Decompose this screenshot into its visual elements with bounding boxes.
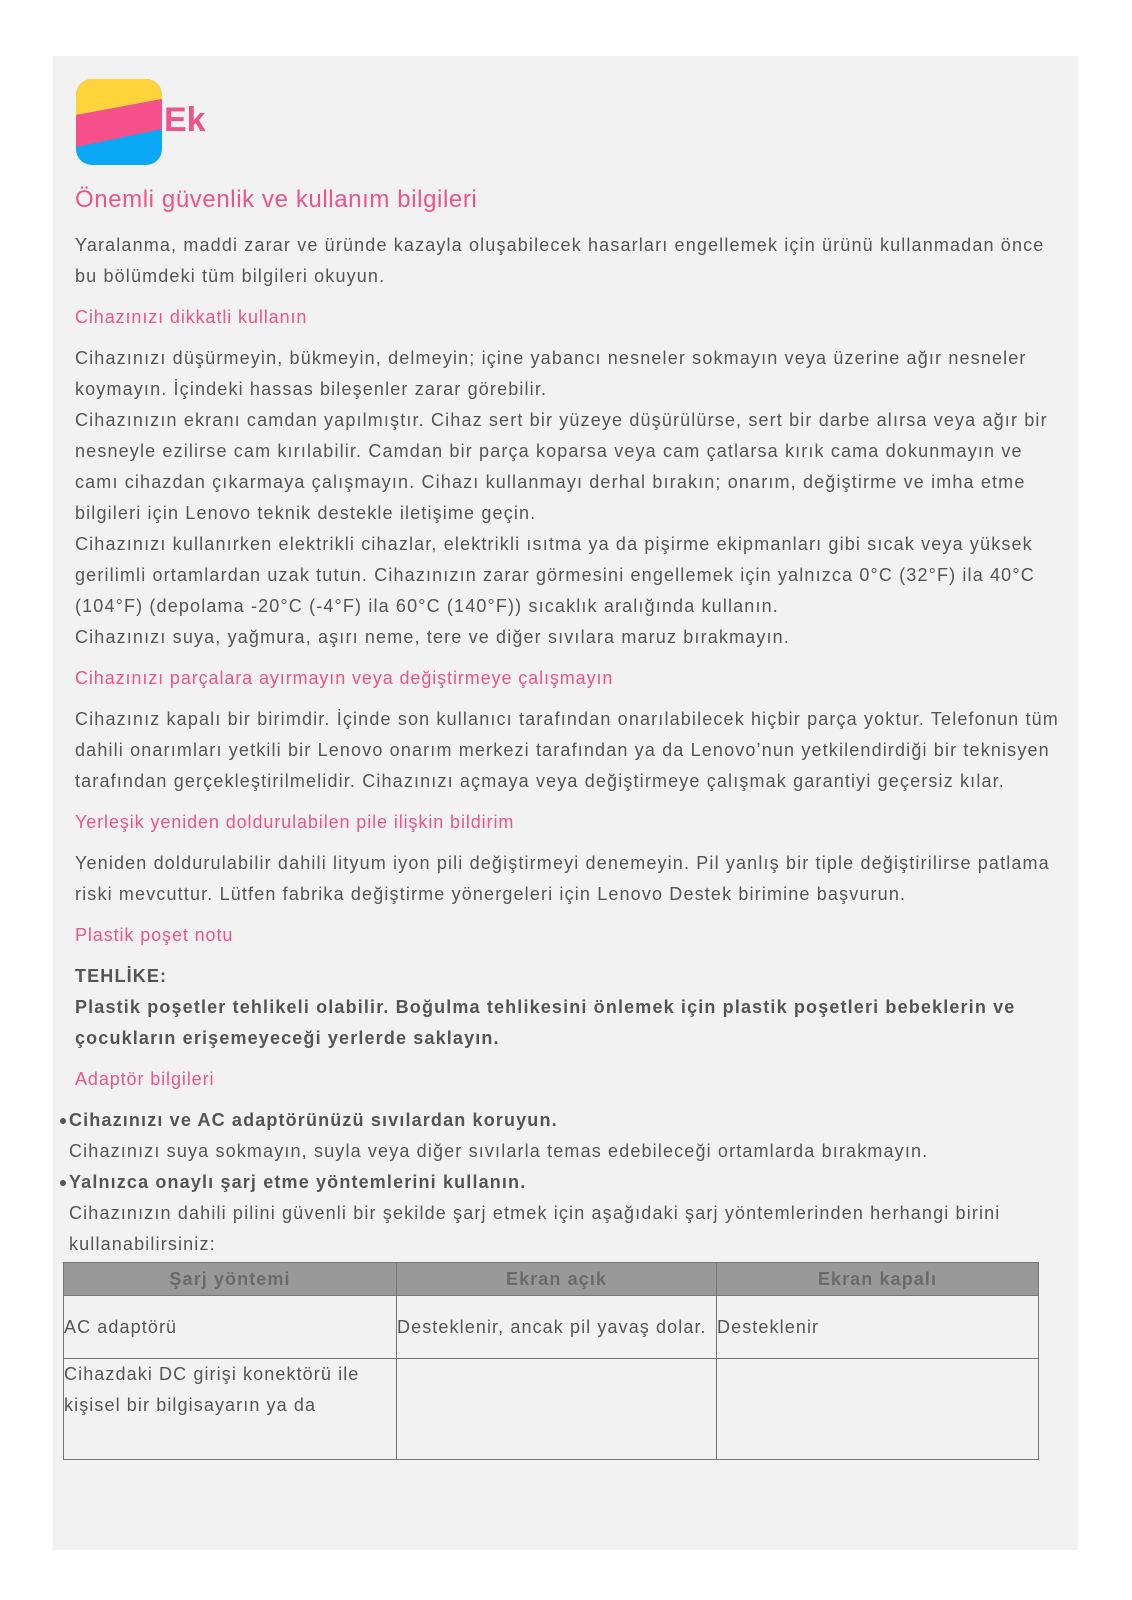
- subheading-plastic: Plastik poşet notu: [75, 925, 234, 945]
- careful-paragraph-2: Cihazınızın ekranı camdan yapılmıştır. Cihaz sert bir yüzeye düşürülürse, sert bir darbe alırsa veya ağır bir nesneyle ezilirse cam kırılabilir. Camdan bir parça koparsa veya cam çatlarsa kırık cama dokunmayın ve camı cihazdan çıkarmaya çalışmayın. Cihazı kullanmayı derhal bırakın; onarım, değiştirme ve imha etme bilgileri için Lenovo teknik destekle iletişime geçin.: [75, 410, 1048, 523]
- document-body: [64, 230, 1065, 1460]
- table-row: [64, 1359, 1039, 1460]
- danger-label: TEHLİKE:: [75, 966, 168, 986]
- chapter-title: Ek: [164, 101, 206, 139]
- table-cell: Desteklenir, ancak pil yavaş dolar.: [397, 1296, 717, 1359]
- table-cell: [397, 1359, 717, 1460]
- adapter-item-heading: Cihazınızı ve AC adaptörünüzü sıvılardan koruyun.: [69, 1110, 558, 1130]
- careful-paragraph-1: Cihazınızı düşürmeyin, bükmeyin, delmeyin; içine yabancı nesneler sokmayın veya üzerine ağır nesneler koymayın. İçindeki hassas bileşenler zarar görebilir.: [75, 348, 1027, 399]
- charging-table: [63, 1262, 1039, 1460]
- table-cell: Desteklenir: [717, 1296, 1039, 1359]
- subheading-adapter: Adaptör bilgileri: [75, 1069, 215, 1089]
- adapter-list: [64, 1105, 1065, 1460]
- bullet-icon: [60, 1180, 66, 1186]
- careful-paragraph-4: Cihazınızı suya, yağmura, aşırı neme, tere ve diğer sıvılara maruz bırakmayın.: [75, 627, 790, 647]
- adapter-item-text: Cihazınızı suya sokmayın, suyla veya diğer sıvılarla temas edebileceği ortamlarda bırakmayın.: [69, 1141, 929, 1161]
- adapter-item-heading: Yalnızca onaylı şarj etme yöntemlerini kullanın.: [69, 1172, 527, 1192]
- subheading-battery: Yerleşik yeniden doldurulabilen pile ilişkin bildirim: [75, 812, 515, 832]
- table-cell: AC adaptörü: [64, 1296, 397, 1359]
- page-panel: [53, 56, 1078, 1550]
- table-cell: [717, 1359, 1039, 1460]
- app-icon: [76, 79, 162, 165]
- subheading-disassemble: Cihazınızı parçalara ayırmayın veya değiştirmeye çalışmayın: [75, 668, 614, 688]
- column-header: Şarj yöntemi: [64, 1263, 397, 1296]
- intro-paragraph: Yaralanma, maddi zarar ve üründe kazayla oluşabilecek hasarları engellemek için ürünü kullanmadan önce bu bölümdeki tüm bilgileri okuyun.: [75, 235, 1045, 286]
- table-row: [64, 1296, 1039, 1359]
- danger-text: Plastik poşetler tehlikeli olabilir. Boğulma tehlikesini önlemek için plastik poşetleri bebeklerin ve çocukların erişemeyeceği yerlerde saklayın.: [75, 997, 1016, 1048]
- column-header: Ekran kapalı: [717, 1263, 1039, 1296]
- subheading-careful: Cihazınızı dikkatli kullanın: [75, 307, 308, 327]
- list-item: [62, 1167, 1065, 1460]
- battery-paragraph: Yeniden doldurulabilir dahili lityum iyon pili değiştirmeyi denemeyin. Pil yanlış bir tiple değiştirilirse patlama riski mevcuttur. Lütfen fabrika değiştirme yönergeleri için Lenovo Destek birimine başvurun.: [75, 853, 1050, 904]
- list-item: [62, 1105, 1065, 1167]
- bullet-icon: [60, 1118, 66, 1124]
- table-header-row: [64, 1263, 1039, 1296]
- adapter-item-text: Cihazınızın dahili pilini güvenli bir şekilde şarj etmek için aşağıdaki şarj yöntemlerinden herhangi birini kullanabilirsiniz:: [69, 1203, 1001, 1254]
- careful-paragraph-3: Cihazınızı kullanırken elektrikli cihazlar, elektrikli ısıtma ya da pişirme ekipmanları gibi sıcak veya yüksek gerilimli ortamlardan uzak tutun. Cihazınızın zarar görmesini engellemek için yalnızca 0°C (32°F) ila 40°C (104°F) (depolama -20°C (-4°F) ila 60°C (140°F)) sıcaklık aralığında kullanın.: [75, 534, 1035, 616]
- column-header: Ekran açık: [397, 1263, 717, 1296]
- section-title: Önemli güvenlik ve kullanım bilgileri: [75, 186, 478, 213]
- disassemble-paragraph: Cihazınız kapalı bir birimdir. İçinde son kullanıcı tarafından onarılabilecek hiçbir parça yoktur. Telefonun tüm dahili onarımları yetkili bir Lenovo onarım merkezi tarafından ya da Lenovo’nun yetkilendirdiği bir teknisyen tarafından gerçekleştirilmelidir. Cihazınızı açmaya veya değiştirmeye çalışmak garantiyi geçersiz kılar.: [75, 709, 1059, 791]
- table-cell: Cihazdaki DC girişi konektörü ile kişisel bir bilgisayarın ya da: [64, 1359, 397, 1460]
- charging-table-wrapper: [63, 1262, 1065, 1460]
